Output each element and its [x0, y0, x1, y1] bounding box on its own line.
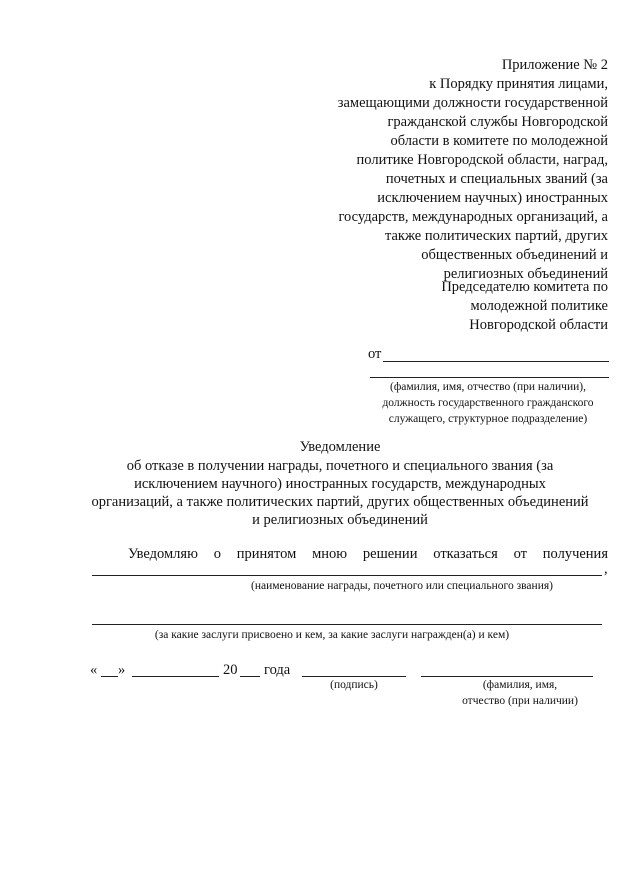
appendix-line: области в комитете по молодежной: [390, 133, 608, 149]
award-hint: (наименование награды, почетного или специального звания): [251, 580, 553, 592]
addressee-line: Председателю комитета по: [441, 279, 608, 295]
notice-subtitle-line: исключением научного) иностранных государств, международных: [134, 476, 546, 492]
appendix-title: Приложение № 2: [501, 57, 608, 73]
notice-subtitle-line: и религиозных объединений: [252, 512, 428, 528]
date-quote-close: »: [118, 662, 126, 678]
statement-text: Уведомляю о принятом мною решении отказаться от получения: [128, 546, 608, 562]
name-hint-line: отчество (при наличии): [462, 695, 578, 707]
appendix-line: религиозных объединений: [443, 266, 608, 282]
notice-subtitle-line: организаций, а также политических партий, других общественных объединений: [91, 494, 589, 510]
award-fill-line: [92, 575, 602, 576]
year-fill-line: [240, 676, 260, 677]
appendix-line: политике Новгородской области, наград,: [356, 152, 608, 168]
from-hint-line: (фамилия, имя, отчество (при наличии),: [390, 381, 586, 393]
award-line-comma: ,: [604, 561, 608, 577]
signature-hint: (подпись): [330, 679, 378, 691]
appendix-line: государств, международных организаций, а: [338, 209, 608, 225]
name-hint-line: (фамилия, имя,: [482, 679, 558, 691]
year-suffix: года: [264, 662, 291, 678]
merits-hint: (за какие заслуги присвоено и кем, за какие заслуги награжден(а) и кем): [154, 629, 510, 641]
signature-fill-line: [302, 676, 406, 677]
merits-fill-line: [92, 624, 602, 625]
from-hint-line: служащего, структурное подразделение): [388, 413, 588, 425]
appendix-line: почетных и специальных званий (за: [385, 171, 608, 187]
from-label: от: [368, 346, 382, 362]
from-hint-line: должность государственного гражданского: [382, 397, 594, 409]
appendix-line: замещающими должности государственной: [337, 95, 608, 111]
name-fill-line: [421, 676, 593, 677]
from-fill-line-2: [370, 377, 609, 378]
notice-subtitle-line: об отказе в получении награды, почетного и специального звания (за: [126, 458, 554, 474]
addressee-line: Новгородской области: [469, 317, 608, 333]
date-quote-open: «: [90, 662, 98, 678]
day-fill-line: [101, 676, 118, 677]
addressee-line: молодежной политике: [470, 298, 608, 314]
from-fill-line: [383, 361, 609, 362]
appendix-line: к Порядку принятия лицами,: [429, 76, 608, 92]
year-prefix: 20: [223, 662, 238, 678]
appendix-line: гражданской службы Новгородской: [387, 114, 608, 130]
month-fill-line: [132, 676, 219, 677]
appendix-line: общественных объединений и: [421, 247, 608, 263]
appendix-line: исключением научных) иностранных: [377, 190, 608, 206]
appendix-line: также политических партий, других: [384, 228, 608, 244]
notice-title: Уведомление: [299, 439, 381, 455]
